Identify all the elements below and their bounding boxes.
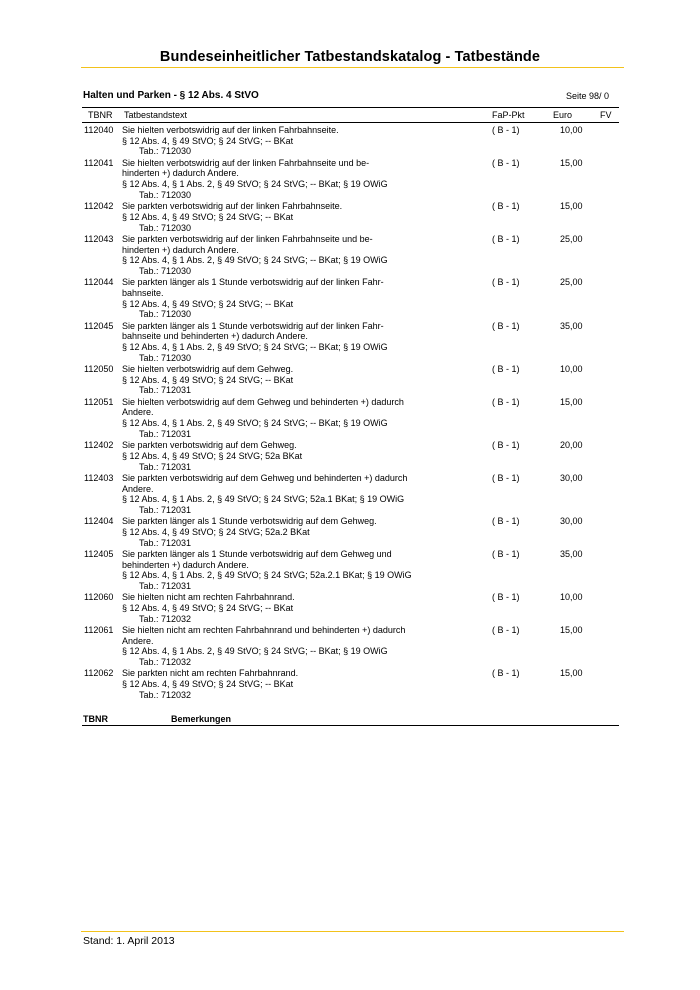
entry-text bbox=[122, 364, 432, 396]
entry-text-line: § 12 Abs. 4, § 49 StVO; § 24 StVG; -- BKat bbox=[122, 603, 294, 614]
entry-points: ( B - 1) bbox=[492, 233, 520, 244]
entry-text bbox=[122, 321, 432, 364]
section-title: Halten und Parken - § 12 Abs. 4 StVO bbox=[83, 90, 259, 101]
table-row bbox=[0, 125, 700, 157]
entry-points: ( B - 1) bbox=[492, 364, 520, 375]
entry-text-line: § 12 Abs. 4, § 1 Abs. 2, § 49 StVO; § 24 StVG; -- BKat; § 19 OWiG bbox=[122, 179, 388, 190]
table-row bbox=[0, 158, 700, 201]
entry-euro: 30,00 bbox=[560, 472, 583, 483]
entry-text-line: Sie parkten nicht am rechten Fahrbahnrand. bbox=[122, 668, 299, 679]
footer-rule bbox=[81, 931, 624, 932]
entry-euro: 15,00 bbox=[560, 157, 583, 168]
entry-text-line: Sie parkten verbotswidrig auf der linken Fahrbahnseite und be- bbox=[122, 233, 373, 244]
table-row bbox=[0, 668, 700, 700]
entry-tab-ref: Tab.: 712031 bbox=[139, 504, 192, 515]
entry-euro: 15,00 bbox=[560, 668, 583, 679]
entry-text bbox=[122, 397, 432, 440]
entry-tbnr: 112045 bbox=[84, 320, 114, 331]
entry-tab-ref: Tab.: 712031 bbox=[139, 537, 192, 548]
entry-text bbox=[122, 625, 432, 668]
entry-text-line: § 12 Abs. 4, § 49 StVO; § 24 StVG; -- BKat bbox=[122, 211, 294, 222]
table-row bbox=[0, 516, 700, 548]
col-header-fapkt: FaP-Pkt bbox=[492, 110, 525, 120]
entry-text bbox=[122, 277, 432, 320]
entry-text-line: § 12 Abs. 4, § 49 StVO; § 24 StVG; -- BKat bbox=[122, 135, 294, 146]
entry-text-line: Sie parkten länger als 1 Stunde verbotswidrig auf der linken Fahr- bbox=[122, 277, 384, 288]
remarks-tbnr-label: TBNR bbox=[83, 714, 108, 724]
entry-text-line: Sie parkten länger als 1 Stunde verbotswidrig auf dem Gehweg und bbox=[122, 548, 392, 559]
entry-text-line: § 12 Abs. 4, § 49 StVO; § 24 StVG; 52a.2 BKat bbox=[122, 526, 310, 537]
entry-euro: 10,00 bbox=[560, 592, 583, 603]
entry-text-line: § 12 Abs. 4, § 49 StVO; § 24 StVG; -- BKat bbox=[122, 679, 294, 690]
entry-text-line: Sie parkten verbotswidrig auf der linken Fahrbahnseite. bbox=[122, 201, 343, 212]
table-row bbox=[0, 321, 700, 364]
table-row bbox=[0, 397, 700, 440]
table-row bbox=[0, 625, 700, 668]
entry-tab-ref: Tab.: 712032 bbox=[139, 613, 192, 624]
entry-tbnr: 112061 bbox=[84, 625, 114, 636]
entry-tbnr: 112040 bbox=[84, 125, 114, 135]
col-header-text: Tatbestandstext bbox=[124, 110, 188, 120]
entry-text-line: § 12 Abs. 4, § 1 Abs. 2, § 49 StVO; § 24 StVG; 52a.1 BKat; § 19 OWiG bbox=[122, 494, 405, 505]
entry-points: ( B - 1) bbox=[492, 548, 520, 559]
entry-points: ( B - 1) bbox=[492, 157, 520, 168]
entry-text-line: Sie parkten länger als 1 Stunde verbotswidrig auf der linken Fahr- bbox=[122, 320, 384, 331]
entry-points: ( B - 1) bbox=[492, 592, 520, 603]
entry-text-line: § 12 Abs. 4, § 49 StVO; § 24 StVG; -- BKat bbox=[122, 298, 294, 309]
entry-points: ( B - 1) bbox=[492, 277, 520, 288]
entry-text bbox=[122, 440, 432, 472]
entry-tab-ref: Tab.: 712030 bbox=[139, 352, 192, 363]
entry-text-line: hinderten +) dadurch Andere. bbox=[122, 244, 239, 255]
entry-text bbox=[122, 549, 432, 592]
entry-tab-ref: Tab.: 712030 bbox=[139, 222, 192, 233]
entry-euro: 35,00 bbox=[560, 548, 583, 559]
entry-euro: 15,00 bbox=[560, 625, 583, 636]
entry-text bbox=[122, 125, 432, 157]
entry-text bbox=[122, 201, 432, 233]
page-number: Seite 98/ 0 bbox=[566, 91, 610, 101]
entry-points: ( B - 1) bbox=[492, 320, 520, 331]
entry-tbnr: 112404 bbox=[84, 516, 114, 527]
table-row bbox=[0, 473, 700, 516]
entry-euro: 15,00 bbox=[560, 396, 583, 407]
entry-tab-ref: Tab.: 712030 bbox=[139, 309, 192, 320]
entry-points: ( B - 1) bbox=[492, 125, 520, 135]
entry-tab-ref: Tab.: 712031 bbox=[139, 581, 192, 592]
entry-points: ( B - 1) bbox=[492, 396, 520, 407]
remarks-line bbox=[82, 725, 619, 726]
entry-tbnr: 112405 bbox=[84, 548, 114, 559]
entry-text-line: § 12 Abs. 4, § 1 Abs. 2, § 49 StVO; § 24 StVG; 52a.2.1 BKat; § 19 OWiG bbox=[122, 570, 412, 581]
entry-text-line: bahnseite. bbox=[122, 287, 164, 298]
entry-tab-ref: Tab.: 712031 bbox=[139, 461, 192, 472]
entry-tbnr: 112043 bbox=[84, 233, 114, 244]
table-row bbox=[0, 440, 700, 472]
entry-euro: 10,00 bbox=[560, 364, 583, 375]
table-row bbox=[0, 234, 700, 277]
entry-tab-ref: Tab.: 712032 bbox=[139, 689, 192, 700]
table-row bbox=[0, 201, 700, 233]
entry-points: ( B - 1) bbox=[492, 625, 520, 636]
entry-text bbox=[122, 234, 432, 277]
entry-points: ( B - 1) bbox=[492, 201, 520, 212]
table-row bbox=[0, 592, 700, 624]
entry-tab-ref: Tab.: 712031 bbox=[139, 428, 192, 439]
entry-text-line: Sie parkten verbotswidrig auf dem Gehweg. bbox=[122, 440, 297, 451]
header-top-line bbox=[82, 107, 619, 108]
entry-tab-ref: Tab.: 712030 bbox=[139, 146, 192, 157]
entry-tab-ref: Tab.: 712030 bbox=[139, 189, 192, 200]
entries-list bbox=[0, 125, 700, 701]
header-bottom-line bbox=[82, 122, 619, 123]
table-row bbox=[0, 364, 700, 396]
entry-tbnr: 112402 bbox=[84, 440, 114, 451]
entry-tbnr: 112403 bbox=[84, 472, 114, 483]
entry-points: ( B - 1) bbox=[492, 668, 520, 679]
entry-text-line: Sie hielten verbotswidrig auf dem Gehweg. bbox=[122, 364, 294, 375]
entry-tbnr: 112062 bbox=[84, 668, 114, 679]
entry-text-line: behinderten +) dadurch Andere. bbox=[122, 559, 249, 570]
table-row bbox=[0, 549, 700, 592]
col-header-euro: Euro bbox=[553, 110, 573, 120]
col-header-fv: FV bbox=[600, 110, 612, 120]
entry-text-line: § 12 Abs. 4, § 49 StVO; § 24 StVG; -- BKat bbox=[122, 374, 294, 385]
entry-text bbox=[122, 473, 432, 516]
entry-text-line: Sie parkten verbotswidrig auf dem Gehweg und behinderten +) dadurch bbox=[122, 472, 408, 483]
entry-points: ( B - 1) bbox=[492, 440, 520, 451]
entry-points: ( B - 1) bbox=[492, 516, 520, 527]
entry-tbnr: 112042 bbox=[84, 201, 114, 212]
entry-text-line: Sie hielten nicht am rechten Fahrbahnrand. bbox=[122, 592, 295, 603]
entry-text bbox=[122, 592, 432, 624]
entry-euro: 25,00 bbox=[560, 233, 583, 244]
entry-text-line: § 12 Abs. 4, § 1 Abs. 2, § 49 StVO; § 24 StVG; -- BKat; § 19 OWiG bbox=[122, 418, 388, 429]
entry-text bbox=[122, 158, 432, 201]
entry-text-line: Sie parkten länger als 1 Stunde verbotswidrig auf dem Gehweg. bbox=[122, 516, 377, 527]
entry-text-line: Sie hielten verbotswidrig auf der linken Fahrbahnseite und be- bbox=[122, 157, 370, 168]
entry-text bbox=[122, 516, 432, 548]
entry-tab-ref: Tab.: 712032 bbox=[139, 657, 192, 668]
entry-text-line: Sie hielten verbotswidrig auf der linken Fahrbahnseite. bbox=[122, 125, 339, 135]
entry-text-line: § 12 Abs. 4, § 49 StVO; § 24 StVG; 52a BKat bbox=[122, 450, 303, 461]
entry-euro: 35,00 bbox=[560, 320, 583, 331]
entry-text-line: Sie hielten nicht am rechten Fahrbahnrand und behinderten +) dadurch bbox=[122, 625, 406, 636]
title-rule bbox=[81, 67, 624, 68]
entry-tbnr: 112051 bbox=[84, 396, 114, 407]
entry-text-line: Andere. bbox=[122, 635, 154, 646]
entry-text-line: § 12 Abs. 4, § 1 Abs. 2, § 49 StVO; § 24 StVG; -- BKat; § 19 OWiG bbox=[122, 342, 388, 353]
entry-tab-ref: Tab.: 712031 bbox=[139, 385, 192, 396]
entry-text-line: Andere. bbox=[122, 407, 154, 418]
entry-euro: 10,00 bbox=[560, 125, 583, 135]
entry-text-line: § 12 Abs. 4, § 1 Abs. 2, § 49 StVO; § 24 StVG; -- BKat; § 19 OWiG bbox=[122, 646, 388, 657]
entry-tbnr: 112050 bbox=[84, 364, 114, 375]
entry-euro: 20,00 bbox=[560, 440, 583, 451]
document-title: Bundeseinheitlicher Tatbestandskatalog - Tatbestände bbox=[159, 49, 541, 65]
entry-points: ( B - 1) bbox=[492, 472, 520, 483]
entry-text-line: hinderten +) dadurch Andere. bbox=[122, 168, 239, 179]
remarks-label: Bemerkungen bbox=[171, 714, 232, 724]
entry-euro: 15,00 bbox=[560, 201, 583, 212]
entry-text bbox=[122, 668, 432, 700]
entry-text-line: bahnseite und behinderten +) dadurch Andere. bbox=[122, 331, 308, 342]
entry-tbnr: 112041 bbox=[84, 157, 114, 168]
entry-text-line: Sie hielten verbotswidrig auf dem Gehweg und behinderten +) dadurch bbox=[122, 396, 404, 407]
entry-euro: 30,00 bbox=[560, 516, 583, 527]
entry-tbnr: 112044 bbox=[84, 277, 114, 288]
entry-tbnr: 112060 bbox=[84, 592, 114, 603]
col-header-tbnr: TBNR bbox=[88, 110, 113, 120]
entry-text-line: Andere. bbox=[122, 483, 154, 494]
entry-euro: 25,00 bbox=[560, 277, 583, 288]
footer-date: Stand: 1. April 2013 bbox=[83, 935, 175, 947]
entry-text-line: § 12 Abs. 4, § 1 Abs. 2, § 49 StVO; § 24 StVG; -- BKat; § 19 OWiG bbox=[122, 255, 388, 266]
table-row bbox=[0, 277, 700, 320]
entry-tab-ref: Tab.: 712030 bbox=[139, 265, 192, 276]
